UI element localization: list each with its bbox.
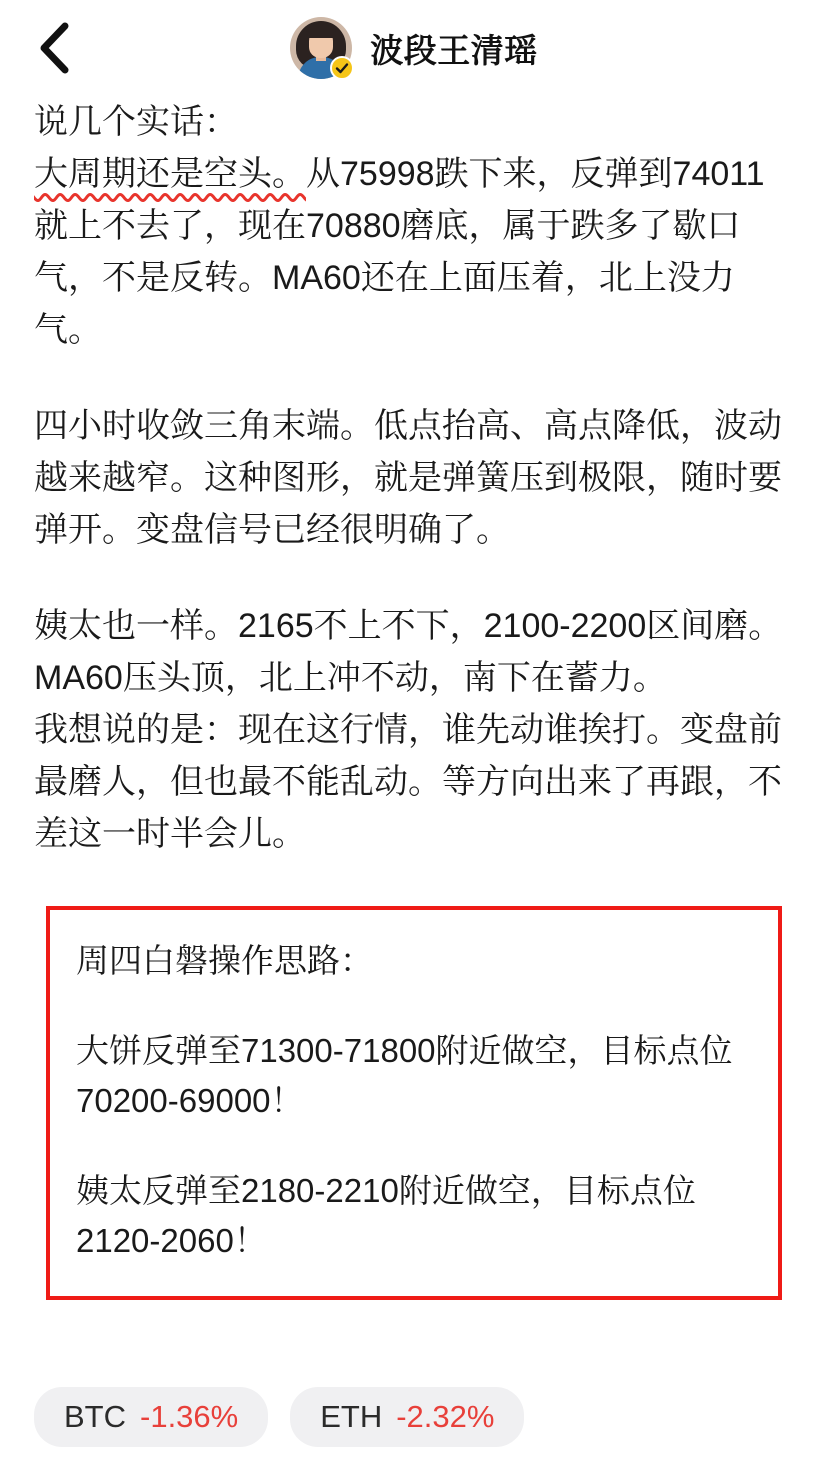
- page-header: [0, 0, 828, 96]
- ticker-chip-eth[interactable]: [290, 1387, 524, 1447]
- strategy-callout-box: [46, 906, 782, 1300]
- avatar[interactable]: [290, 17, 352, 79]
- back-button[interactable]: [24, 18, 84, 78]
- ticker-symbol: BTC: [64, 1399, 126, 1434]
- post-paragraph-1: [34, 148, 794, 356]
- ticker-symbol: ETH: [320, 1399, 383, 1434]
- post-paragraph-1-rest: 从75998跌下来，反弹到74011就上不去了，现在70880磨底，属于跌多了歇口气，不是反转。MA60还在上面压着，北上没力气。: [34, 155, 765, 349]
- post-content: [0, 96, 828, 1300]
- ticker-change: -2.32%: [396, 1399, 495, 1434]
- highlighted-phrase: 大周期还是空头。: [34, 155, 306, 193]
- verified-check-icon: [330, 56, 354, 80]
- callout-line-2: 姨太反弹至2180-2210附近做空，目标点位2120-2060！: [76, 1172, 696, 1259]
- post-intro: 说几个实话：: [34, 103, 238, 141]
- ticker-bar: [34, 1387, 524, 1447]
- ticker-chip-btc[interactable]: [34, 1387, 268, 1447]
- callout-title: 周四白磐操作思路：: [76, 942, 373, 979]
- post-paragraph-3: 姨太也一样。2165不上不下，2100-2200区间磨。MA60压头顶，北上冲不动，南下在蓄力。: [34, 607, 783, 697]
- author-block: [0, 0, 828, 96]
- post-paragraph-2: 四小时收敛三角末端。低点抬高、高点降低，波动越来越窄。这种图形，就是弹簧压到极限，随时要弹开。变盘信号已经很明确了。: [34, 407, 782, 549]
- post-paragraph-4: 我想说的是：现在这行情，谁先动谁挨打。变盘前最磨人，但也最不能乱动。等方向出来了再跟，不差这一时半会儿。: [34, 711, 782, 853]
- author-name[interactable]: 波段王清瑶: [370, 31, 538, 69]
- ticker-change: -1.36%: [140, 1399, 239, 1434]
- callout-line-1: 大饼反弹至71300-71800附近做空，目标点位70200-69000！: [76, 1032, 733, 1119]
- chevron-left-icon: [37, 21, 71, 75]
